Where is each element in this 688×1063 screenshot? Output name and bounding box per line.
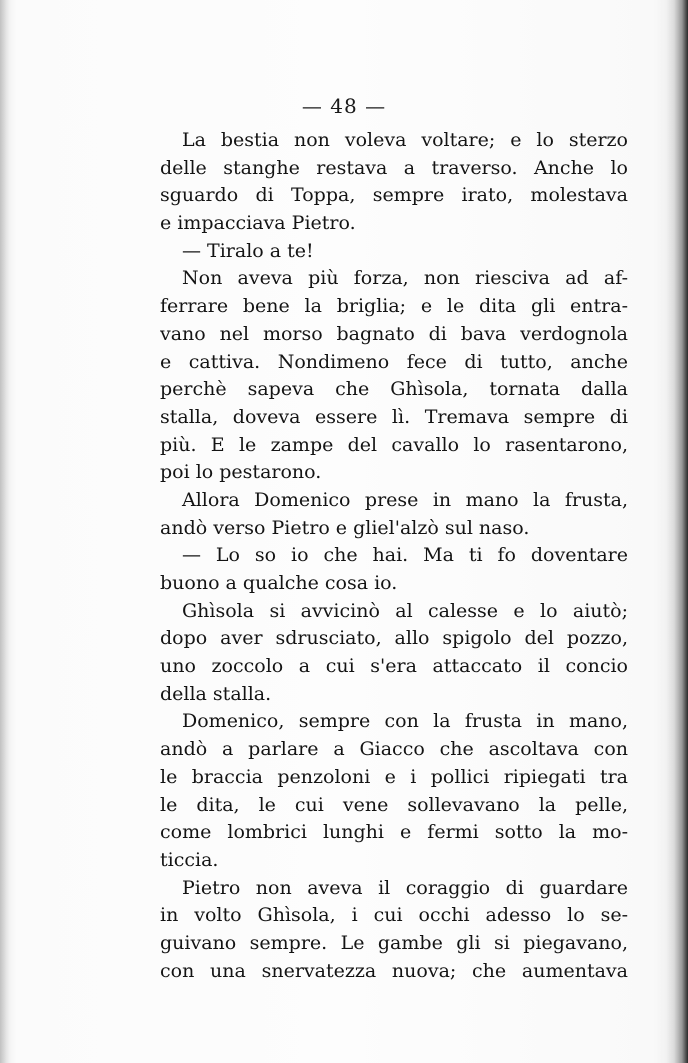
text-line: andò verso Pietro e gliel'alzò sul naso. [160, 516, 530, 539]
book-spine-shadow [666, 0, 688, 1063]
text-line: vano nel morso bagnato di bava verdognola [160, 322, 628, 345]
text-line: perchè sapeva che Ghìsola, tornata dalla [160, 378, 628, 401]
text-line: le braccia penzoloni e i pollici ripiegati tra [160, 765, 628, 788]
text-line: come lombrici lunghi e fermi sotto la mo- [160, 821, 628, 844]
text-line: e impacciava Pietro. [160, 212, 356, 235]
text-line: — Tiralo a te! [182, 239, 314, 262]
text-line: andò a parlare a Giacco che ascoltava con [160, 738, 628, 761]
page-number: — 48 — [301, 94, 387, 118]
text-line: buono a qualche cosa io. [160, 572, 398, 594]
text-line: ferrare bene la briglia; e le dita gli entra- [160, 295, 628, 318]
text-line: della stalla. [160, 682, 272, 705]
text-line: Domenico, sempre con la frusta in mano, [182, 710, 628, 733]
text-line: le dita, le cui vene sollevavano la pelle, [160, 793, 628, 816]
text-line: Non aveva più forza, non riesciva ad af- [182, 267, 628, 290]
text-line: — Lo so io che hai. Ma ti fo doventare [182, 544, 628, 567]
text-line: uno zoccolo a cui s'era attaccato il concio [160, 655, 628, 678]
text-line: più. E le zampe del cavallo lo rasentarono, [160, 433, 628, 456]
text-line: delle stanghe restava a traverso. Anche lo [160, 156, 628, 179]
text-line: guivano sempre. Le gambe gli si piegavano, [160, 931, 628, 954]
text-line: stalla, doveva essere lì. Tremava sempre di [160, 405, 628, 428]
text-line: Pietro non aveva il coraggio di guardare [182, 876, 628, 899]
text-line: in volto Ghìsola, i cui occhi adesso lo se- [160, 904, 628, 927]
text-line: ticcia. [160, 848, 219, 871]
text-line: dopo aver sdrusciato, allo spigolo del pozzo, [160, 627, 628, 650]
text-line: con una snervatezza nuova; che aumentava [160, 959, 628, 982]
text-line: Allora Domenico prese in mano la frusta, [182, 488, 628, 511]
text-line: Ghìsola si avvicinò al calesse e lo aiutò; [182, 599, 628, 622]
text-line: e cattiva. Nondimeno fece di tutto, anche [160, 350, 628, 373]
text-line: sguardo di Toppa, sempre irato, molestava [160, 184, 628, 207]
body-text [160, 127, 628, 985]
page-left-shadow [0, 0, 10, 1063]
text-line: La bestia non voleva voltare; e lo sterzo [182, 129, 628, 151]
text-line: poi lo pestarono. [160, 461, 322, 484]
